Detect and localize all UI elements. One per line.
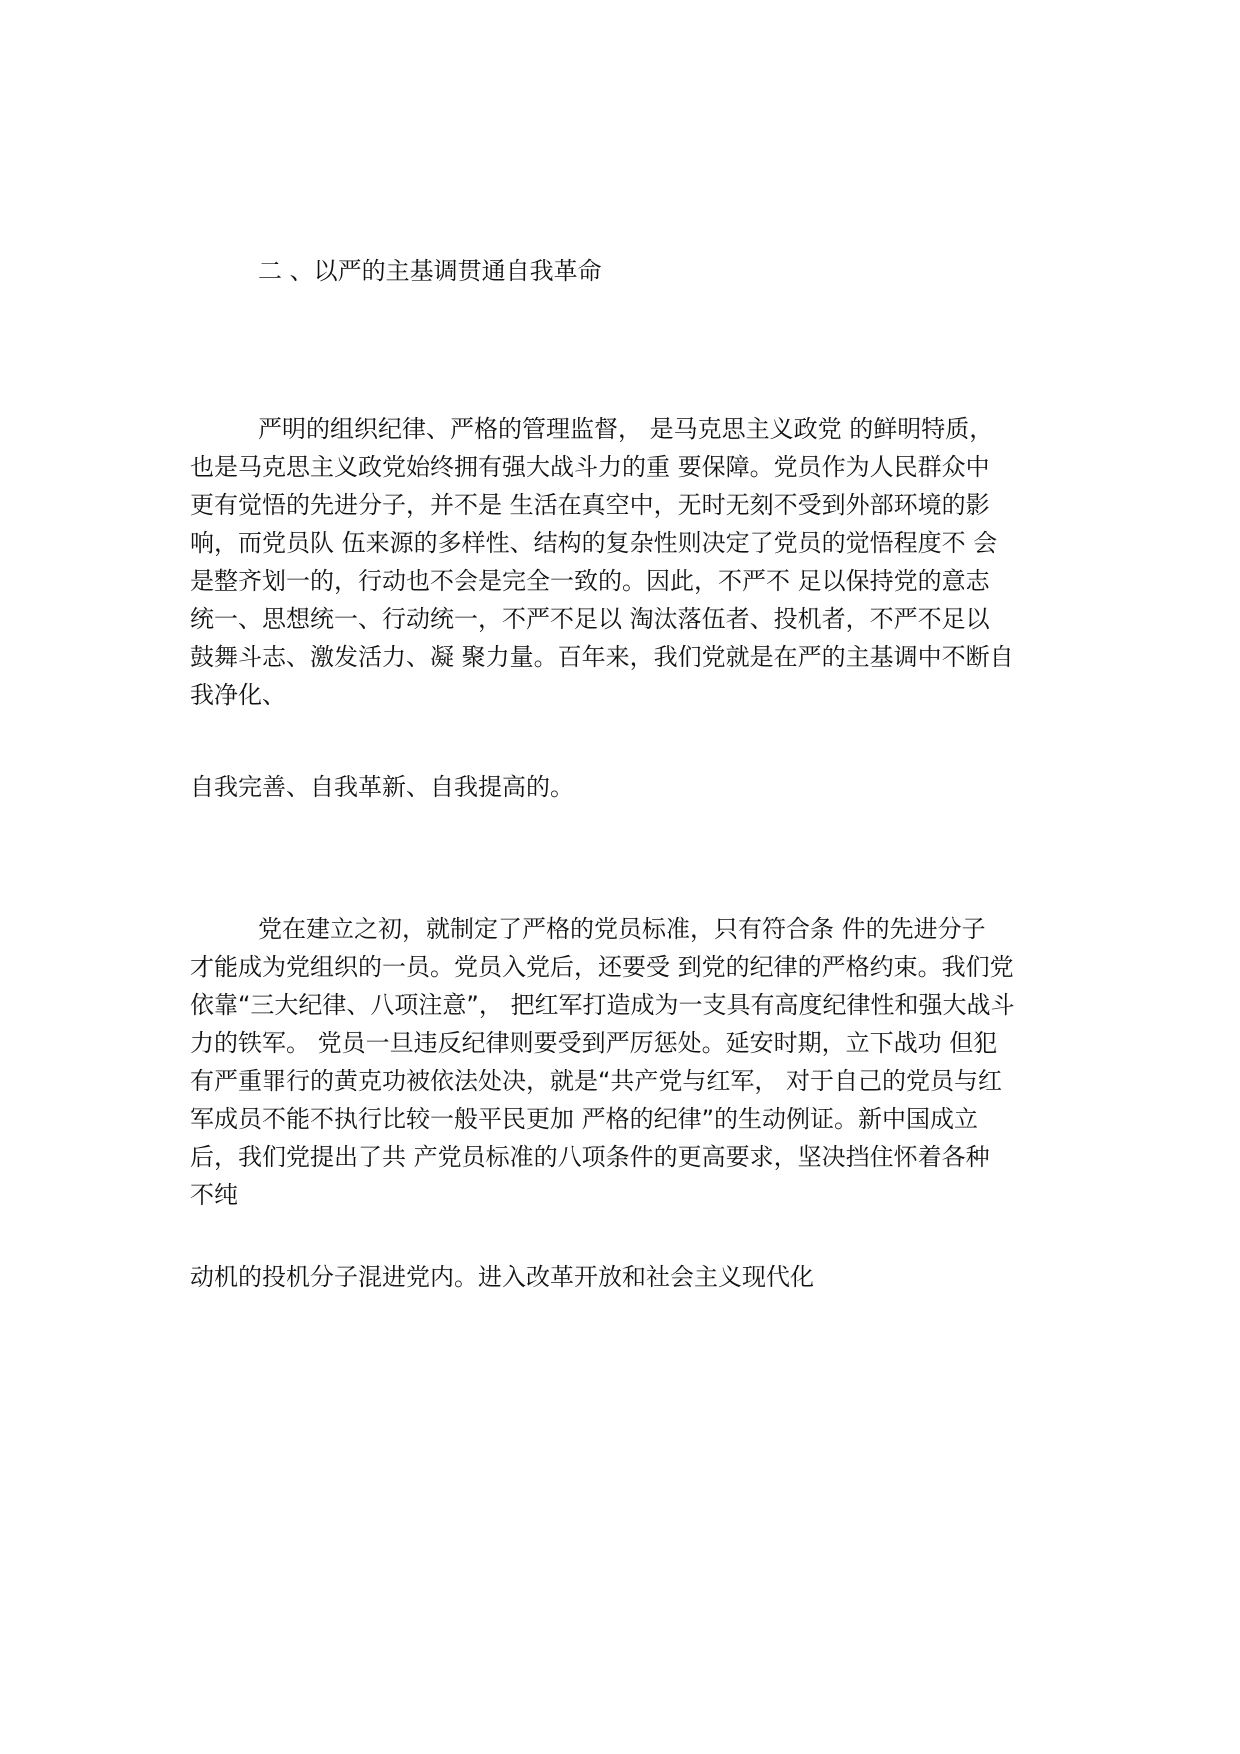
paragraph-1-continuation (190, 768, 1070, 806)
paragraph-line: 响，而党员队 伍来源的多样性、结构的复杂性则决定了党员的觉悟程度不 会 (190, 529, 998, 557)
paragraph-line: 统一、思想统一、行动统一，不严不足以 淘汰落伍者、投机者，不严不足以 (190, 605, 990, 633)
paragraph-line: 有严重罪行的黄克功被依法处决，就是“共产党与红军， 对于自己的党员与红 (190, 1067, 1003, 1095)
paragraph-2-continuation (190, 1258, 1070, 1296)
paragraph-line: 力的铁军。 党员一旦违反纪律则要受到严厉惩处。延安时期，立下战功 但犯 (190, 1029, 998, 1057)
paragraph-line: 动机的投机分子混进党内。进入改革开放和社会主义现代化 (190, 1263, 814, 1291)
paragraph-2 (190, 910, 1070, 1214)
section-heading: 二 、以严的主基调贯通自我革命 (258, 257, 602, 285)
paragraph-line: 自我完善、自我革新、自我提高的。 (190, 773, 574, 801)
paragraph-line: 更有觉悟的先进分子，并不是 生活在真空中，无时无刻不受到外部环境的影 (190, 491, 990, 519)
paragraph-line: 鼓舞斗志、激发活力、凝 聚力量。百年来，我们党就是在严的主基调中不断自 (190, 643, 1014, 671)
paragraph-line: 才能成为党组织的一员。党员入党后，还要受 到党的纪律的严格约束。我们党 (190, 953, 1014, 981)
paragraph-line: 我净化、 (190, 681, 286, 709)
paragraph-1 (190, 410, 1070, 714)
paragraph-line: 是整齐划一的，行动也不会是完全一致的。因此，不严不 足以保持党的意志 (190, 567, 990, 595)
paragraph-line: 严明的组织纪律、严格的管理监督， 是马克思主义政党 的鲜明特质， (258, 415, 994, 443)
paragraph-line: 依靠“三大纪律、八项注意”， 把红军打造成为一支具有高度纪律性和强大战斗 (190, 991, 1015, 1019)
paragraph-line: 不纯 (190, 1181, 238, 1209)
paragraph-line: 军成员不能不执行比较一般平民更加 严格的纪律”的生动例证。新中国成立 (190, 1105, 979, 1133)
paragraph-line: 也是马克思主义政党始终拥有强大战斗力的重 要保障。党员作为人民群众中 (190, 453, 990, 481)
paragraph-line: 后，我们党提出了共 产党员标准的八项条件的更高要求，坚决挡住怀着各种 (190, 1143, 990, 1171)
paragraph-line: 党在建立之初，就制定了严格的党员标准，只有符合条 件的先进分子 (258, 915, 986, 943)
